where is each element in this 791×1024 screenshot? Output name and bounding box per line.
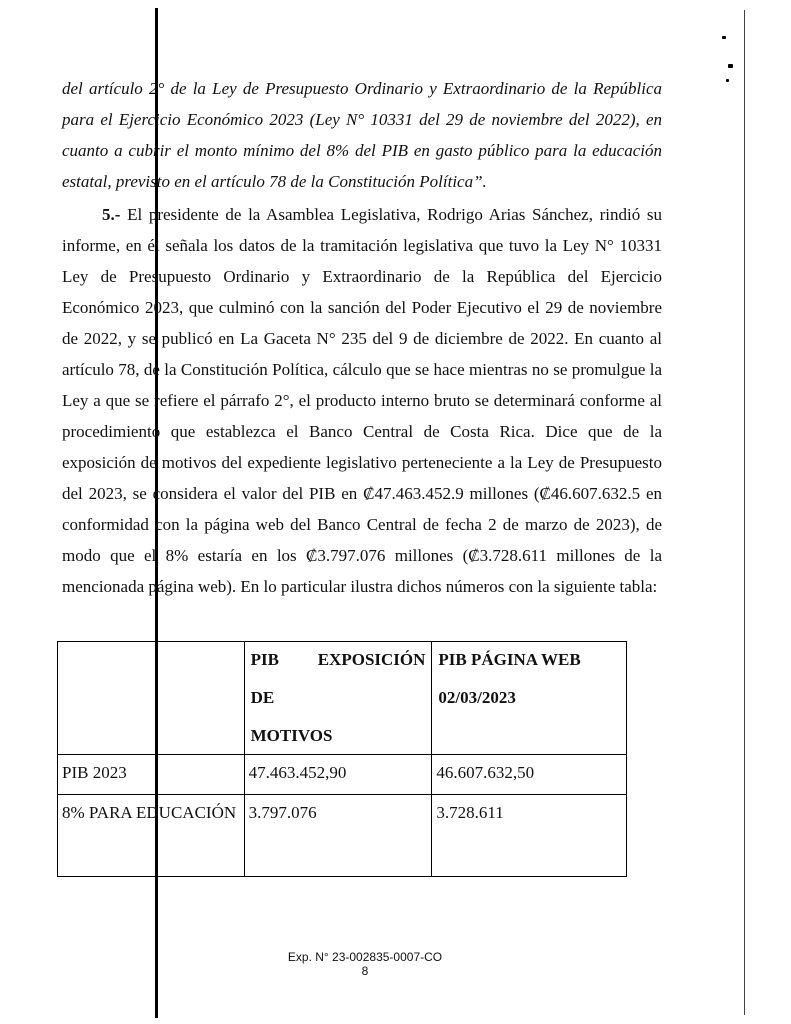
row-web: 46.607.632,50 [432, 755, 627, 795]
header-exposicion-word4: MOTIVOS [250, 726, 333, 745]
header-web-title: PIB PÁGINA WEB [438, 650, 581, 669]
header-exposicion-word2: EXPOSICIÓN [317, 650, 426, 669]
scan-speck [722, 36, 726, 39]
header-web-date: 02/03/2023 [438, 688, 516, 707]
footer [200, 950, 530, 978]
table-header-row [58, 642, 627, 755]
opening-paragraph: del artículo 2° de la Ley de Presupuesto Ordinario y Extraordinario de la República para el Ejercicio Económico 2023 (Ley N° 10331 del 29 de noviembre del 2022), en cuanto a cubrir el monto mínimo del 8% del PIB en gasto público para la educación estatal, previsto en el artículo 78 de la Constitución Política”. [62, 79, 662, 191]
case-number: Exp. N° 23-002835-0007-CO [287, 950, 443, 964]
margin-rule-right [744, 10, 745, 1015]
header-empty-cell [58, 642, 245, 755]
row-label: 8% PARA EDUCACIÓN [58, 795, 245, 877]
header-web [432, 642, 627, 755]
table-row [58, 795, 627, 877]
paragraph-5 [62, 199, 662, 602]
scan-speck [726, 79, 729, 82]
header-exposicion [244, 642, 432, 755]
row-exposicion: 47.463.452,90 [244, 755, 432, 795]
page-number: 8 [361, 964, 369, 978]
row-label: PIB 2023 [58, 755, 245, 795]
scan-speck [728, 64, 733, 68]
pib-table [57, 641, 627, 877]
row-web: 3.728.611 [432, 795, 627, 877]
table-row [58, 755, 627, 795]
header-exposicion-word1: PIB [250, 650, 279, 669]
row-exposicion: 3.797.076 [244, 795, 432, 877]
document-body [62, 73, 662, 602]
paragraph-text: El presidente de la Asamblea Legislativa, Rodrigo Arias Sánchez, rindió su informe, en él señala los datos de la tramitación legislativa que tuvo la Ley N° 10331 Ley de Presupuesto Ordinario y Extraordinario de la República del Ejercicio Económico 2023, que culminó con la sanción del Poder Ejecutivo el 29 de noviembre de 2022, y se publicó en La Gaceta N° 235 del 9 de diciembre de 2022. En cuanto al artículo 78, de la Constitución Política, cálculo que se hace mientras no se promulgue la Ley a que se refiere el párrafo 2°, el producto interno bruto se determinará conforme al procedimiento que establezca el Banco Central de Costa Rica. Dice que de la exposición de motivos del expediente legislativo perteneciente a la Ley de Presupuesto del 2023, se considera el valor del PIB en ₡47.463.452.9 millones (₡46.607.632.5 en conformidad con la página web del Banco Central de fecha 2 de marzo de 2023), de modo que el 8% estaría en los ₡3.797.076 millones (₡3.728.611 millones de la mencionada página web). En lo particular ilustra dichos números con la siguiente tabla: [62, 205, 662, 596]
header-exposicion-word3: DE [250, 688, 275, 707]
paragraph-number: 5.- [102, 205, 121, 224]
